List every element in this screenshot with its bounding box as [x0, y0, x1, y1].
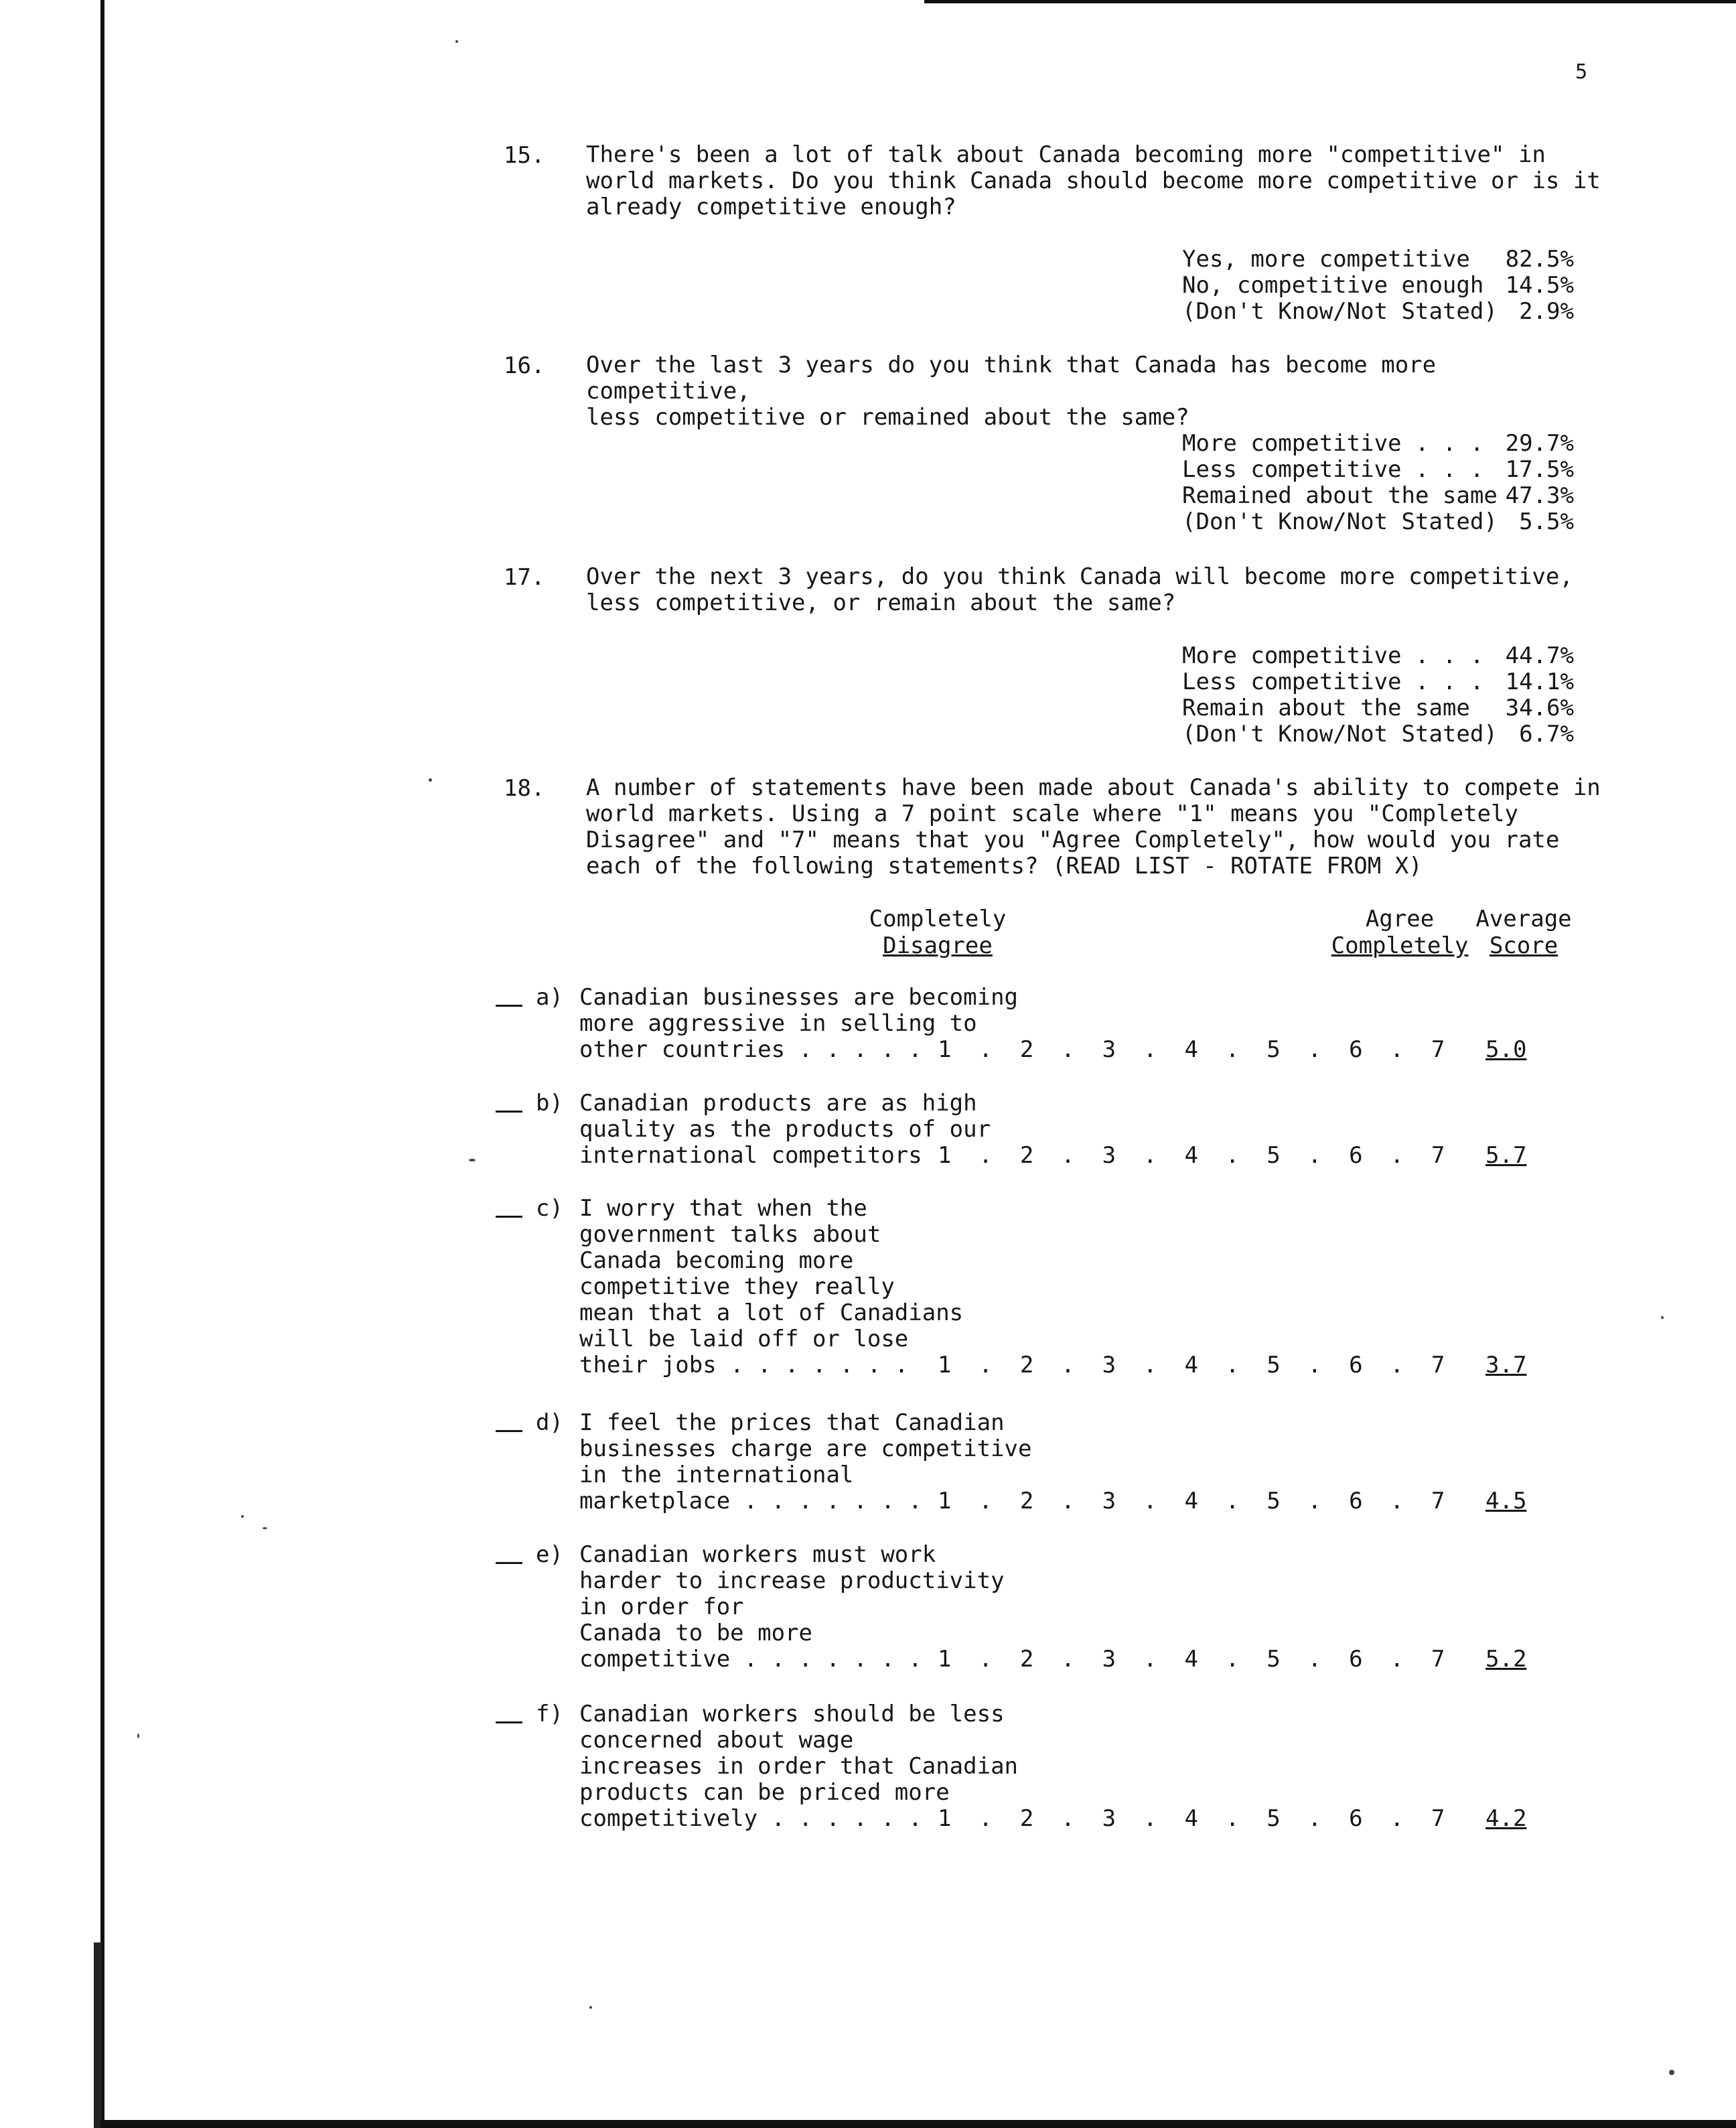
scan-edge-left-shadow [94, 1942, 102, 2128]
scan-speck [1661, 1316, 1664, 1319]
statement-text: Canadian products are as high quality as the products of our international competitors [579, 1090, 991, 1169]
scan-speck [241, 1515, 244, 1518]
scan-edge-top [924, 0, 1736, 3]
answer-value: 47.3% [1505, 482, 1574, 509]
average-score: 4.5 [1486, 1488, 1527, 1514]
statement-letter: d) [536, 1409, 563, 1436]
answer-row [1182, 431, 1574, 457]
rating-scale: 1 . 2 . 3 . 4 . 5 . 6 . 7 [938, 1142, 1445, 1169]
rating-scale: 1 . 2 . 3 . 4 . 5 . 6 . 7 [938, 1646, 1445, 1673]
answer-list-17 [1182, 643, 1574, 748]
rating-scale: 1 . 2 . 3 . 4 . 5 . 6 . 7 [938, 1488, 1445, 1514]
question-number-18: 18. [504, 775, 545, 802]
statement-text: Canadian businesses are becoming more aggressive in selling to other countries . . . . . [579, 984, 1019, 1063]
answer-blank [496, 1721, 522, 1723]
statement-letter: a) [536, 984, 563, 1011]
statement-text: I worry that when the government talks about Canada becoming more competitive they really mean that a lot of Canadians will be laid off or lose their jobs . . . . . . . [579, 1195, 964, 1378]
scan-speck [455, 40, 458, 43]
answer-label: Less competitive . . . [1182, 668, 1484, 695]
statement-text: I feel the prices that Canadian businesses charge are competitive in the international marketplace . . . . . . . [579, 1409, 1032, 1514]
average-score: 5.7 [1486, 1142, 1527, 1169]
answer-label: Yes, more competitive [1182, 246, 1470, 273]
answer-row [1182, 273, 1574, 299]
answer-row [1182, 483, 1574, 509]
scale-header-average [1470, 906, 1577, 959]
scale-header-average-line2: Score [1489, 932, 1559, 959]
scan-speck [137, 1733, 139, 1738]
answer-blank [496, 1562, 522, 1564]
answer-label: (Don't Know/Not Stated) [1182, 298, 1498, 325]
question-number-17: 17. [504, 564, 545, 591]
answer-label: Less competitive . . . [1182, 456, 1484, 483]
answer-row [1182, 457, 1574, 483]
answer-list-16 [1182, 431, 1574, 535]
question-number-15: 15. [504, 142, 545, 169]
answer-value: 44.7% [1505, 642, 1574, 669]
statement-letter: f) [536, 1701, 563, 1727]
scale-header-disagree-line2: Disagree [883, 932, 993, 959]
answer-value: 29.7% [1505, 430, 1574, 457]
answer-value: 6.7% [1519, 721, 1574, 748]
answer-blank [496, 1430, 522, 1432]
page-number: 5 [1575, 60, 1588, 84]
average-score: 5.2 [1486, 1646, 1527, 1673]
answer-row [1182, 643, 1574, 669]
statement-text: Canadian workers should be less concerned about wage increases in order that Canadian products can be priced more competitively . . . . . . [579, 1701, 1019, 1832]
question-text-17: Over the next 3 years, do you think Canada will become more competitive, less competitive, or remain about the same? [586, 563, 1573, 616]
answer-row [1182, 695, 1574, 721]
scale-header-agree-line2: Completely [1331, 932, 1469, 959]
scale-header-disagree [851, 906, 1025, 959]
answer-value: 14.1% [1505, 668, 1574, 695]
answer-value: 2.9% [1519, 298, 1574, 325]
answer-label: Remain about the same [1182, 695, 1470, 721]
statement-text: Canadian workers must work harder to increase productivity in order for Canada to be more competitive . . . . . . . [579, 1541, 1005, 1673]
answer-blank [496, 1005, 522, 1007]
answer-label: (Don't Know/Not Stated) [1182, 508, 1498, 535]
scan-speck [429, 778, 432, 782]
question-text-18: A number of statements have been made about Canada's ability to compete in world markets. Using a 7 point scale where "1" means you "Completely Disagree" and "7" means that you "Agree Completely", how would you rate each of the following statements? (READ LIST - ROTATE FROM X) [586, 774, 1601, 879]
rating-scale: 1 . 2 . 3 . 4 . 5 . 6 . 7 [938, 1352, 1445, 1378]
answer-row [1182, 721, 1574, 748]
statement-letter: c) [536, 1195, 563, 1222]
scan-speck [263, 1527, 267, 1529]
answer-label: (Don't Know/Not Stated) [1182, 721, 1498, 748]
answer-row [1182, 246, 1574, 273]
scan-edge-bottom [100, 2120, 1736, 2128]
rating-scale: 1 . 2 . 3 . 4 . 5 . 6 . 7 [938, 1036, 1445, 1063]
average-score: 4.2 [1486, 1805, 1527, 1832]
answer-value: 34.6% [1505, 695, 1574, 721]
answer-value: 14.5% [1505, 272, 1574, 299]
question-number-16: 16. [504, 352, 545, 379]
answer-blank [496, 1111, 522, 1113]
question-text-15: There's been a lot of talk about Canada becoming more "competitive" in world markets. Do you think Canada should become more competitive or is it already competitive enough? [586, 141, 1601, 220]
average-score: 3.7 [1486, 1352, 1527, 1378]
scale-header-agree-line1: Agree [1365, 906, 1435, 932]
answer-row [1182, 669, 1574, 695]
answer-value: 17.5% [1505, 456, 1574, 483]
answer-list-15 [1182, 246, 1574, 325]
statement-letter: b) [536, 1090, 563, 1117]
answer-label: No, competitive enough [1182, 272, 1484, 299]
rating-scale: 1 . 2 . 3 . 4 . 5 . 6 . 7 [938, 1805, 1445, 1832]
scan-speck [1669, 2070, 1674, 2075]
scale-header-average-line1: Average [1475, 906, 1572, 932]
scan-speck [469, 1159, 476, 1161]
answer-label: More competitive . . . [1182, 430, 1484, 457]
answer-row [1182, 509, 1574, 535]
answer-row [1182, 299, 1574, 325]
answer-value: 5.5% [1519, 508, 1574, 535]
question-text-16: Over the last 3 years do you think that Canada has become more competitive, less competitive or remained about the same? [586, 352, 1437, 431]
scan-speck [589, 2006, 592, 2009]
answer-value: 82.5% [1505, 246, 1574, 273]
answer-label: More competitive . . . [1182, 642, 1484, 669]
statement-letter: e) [536, 1541, 563, 1568]
answer-label: Remained about the same [1182, 482, 1498, 509]
average-score: 5.0 [1486, 1036, 1527, 1063]
scan-edge-left [100, 0, 104, 2128]
scale-header-agree [1323, 906, 1477, 959]
scale-header-disagree-line1: Completely [869, 906, 1007, 932]
answer-blank [496, 1216, 522, 1218]
